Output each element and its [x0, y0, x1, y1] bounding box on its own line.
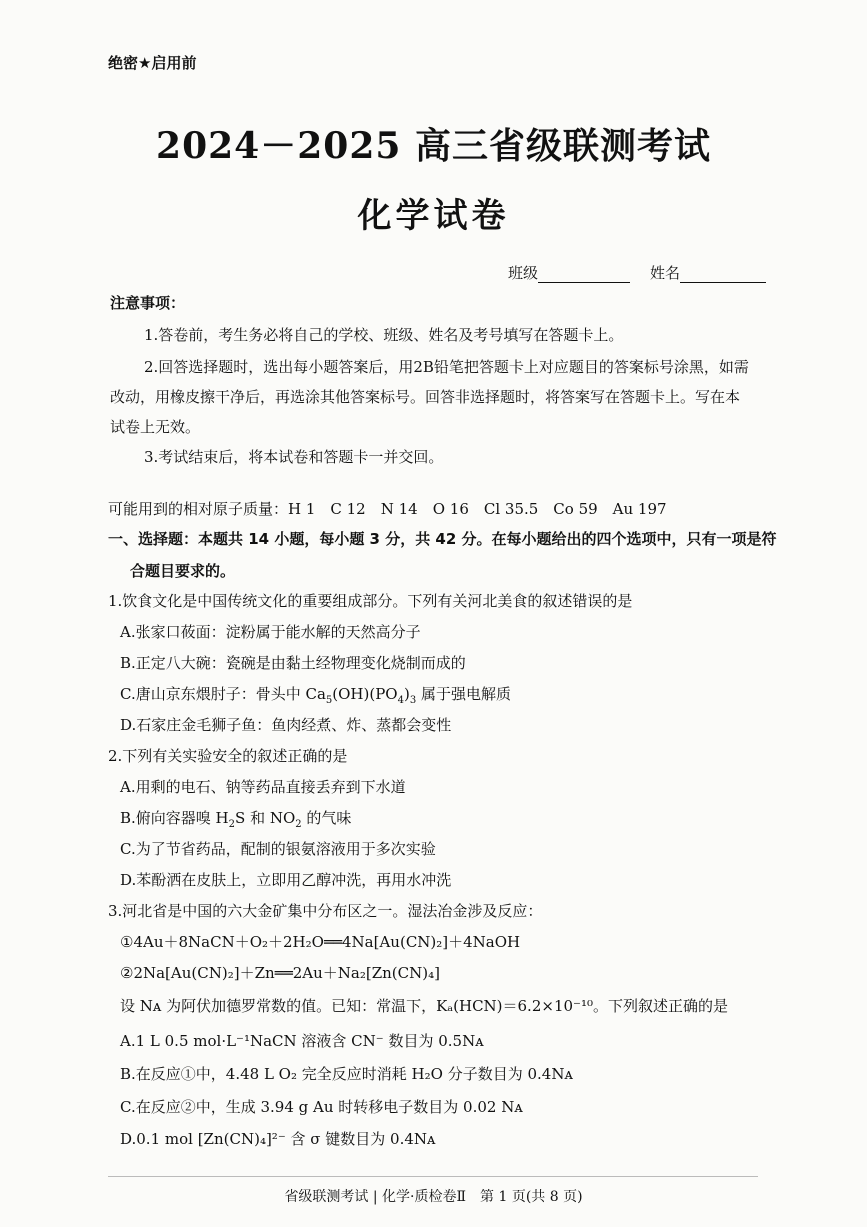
- question-3-option-d: D.0.1 mol [Zn(CN)₄]²⁻ 含 σ 键数目为 0.4Nᴀ: [120, 1130, 436, 1148]
- question-3-option-b: B.在反应①中，4.48 L O₂ 完全反应时消耗 H₂O 分子数目为 0.4Nᴀ: [120, 1065, 573, 1083]
- notice-title: 注意事项：: [110, 294, 186, 312]
- notice-item-2-line-1: 2.回答选择题时，选出每小题答案后，用2B铅笔把答题卡上对应题目的答案标号涂黑，如需: [144, 358, 749, 376]
- question-3-equation-2: ②2Na[Au(CN)₂]＋Zn══2Au＋Na₂[Zn(CN)₄]: [120, 964, 440, 982]
- section-1-heading-line-2: 合题目要求的。: [130, 562, 236, 580]
- class-blank: [538, 268, 630, 283]
- question-3-option-c: C.在反应②中，生成 3.94 g Au 时转移电子数目为 0.02 Nᴀ: [120, 1098, 523, 1116]
- question-1-option-a: A.张家口莜面：淀粉属于能水解的天然高分子: [120, 623, 421, 641]
- notice-item-3: 3.考试结束后，将本试卷和答题卡一并交回。: [144, 448, 444, 466]
- question-3-option-a: A.1 L 0.5 mol·L⁻¹NaCN 溶液含 CN⁻ 数目为 0.5Nᴀ: [120, 1032, 484, 1050]
- question-2-option-d: D.苯酚洒在皮肤上，立即用乙醇冲洗，再用水冲洗: [120, 871, 452, 889]
- question-3-equation-1: ①4Au＋8NaCN＋O₂＋2H₂O══4Na[Au(CN)₂]＋4NaOH: [120, 933, 521, 951]
- class-field: [508, 262, 630, 283]
- question-1-stem: 1.饮食文化是中国传统文化的重要组成部分。下列有关河北美食的叙述错误的是: [108, 592, 633, 610]
- subject-title: 化学试卷: [357, 196, 510, 236]
- confidential-mark: 绝密★启用前: [108, 54, 197, 72]
- notice-item-2-line-3: 试卷上无效。: [110, 418, 201, 436]
- question-2-option-c: C.为了节省药品，配制的银氨溶液用于多次实验: [120, 840, 436, 858]
- question-1-option-b: B.正定八大碗：瓷碗是由黏土经物理变化烧制而成的: [120, 654, 466, 672]
- question-2-stem: 2.下列有关实验安全的叙述正确的是: [108, 747, 348, 765]
- question-3-stem: 3.河北省是中国的六大金矿集中分布区之一。湿法冶金涉及反应：: [108, 902, 543, 920]
- section-1-heading-line-1: 一、选择题：本题共 14 小题，每小题 3 分，共 42 分。在每小题给出的四个选项中，只有一项是符: [108, 530, 777, 548]
- notice-item-2-line-2: 改动，用橡皮擦干净后，再选涂其他答案标号。回答非选择题时，将答案写在答题卡上。写在本: [110, 388, 741, 406]
- name-field: [650, 262, 766, 283]
- name-label: 姓名: [650, 264, 681, 282]
- exam-title: 2024－2025 高三省级联测考试: [156, 125, 711, 167]
- page-footer: 省级联测考试 | 化学·质检卷Ⅱ 第 1 页(共 8 页): [284, 1189, 583, 1205]
- name-blank: [680, 268, 766, 283]
- question-1-option-c: C.唐山京东煨肘子：骨头中 $Ca_5(OH)(PO_4)_3$ 属于强电解质: [120, 685, 511, 706]
- footer-divider: [108, 1176, 758, 1177]
- class-label: 班级: [508, 264, 539, 282]
- question-3-given: 设 Nᴀ 为阿伏加德罗常数的值。已知：常温下，Kₐ(HCN)＝6.2×10⁻¹⁰。下列叙述正确的是: [120, 997, 728, 1015]
- question-2-option-a: A.用剩的电石、钠等药品直接丢弃到下水道: [120, 778, 406, 796]
- atomic-masses: 可能用到的相对原子质量：H 1 C 12 N 14 O 16 Cl 35.5 Co 59 Au 197: [108, 500, 667, 518]
- notice-item-1: 1.答卷前，考生务必将自己的学校、班级、姓名及考号填写在答题卡上。: [144, 326, 624, 344]
- question-2-option-b: B.俯向容器嗅 $H_2S$ 和 $NO_2$ 的气味: [120, 809, 352, 830]
- question-1-option-d: D.石家庄金毛狮子鱼：鱼肉经煮、炸、蒸都会变性: [120, 716, 452, 734]
